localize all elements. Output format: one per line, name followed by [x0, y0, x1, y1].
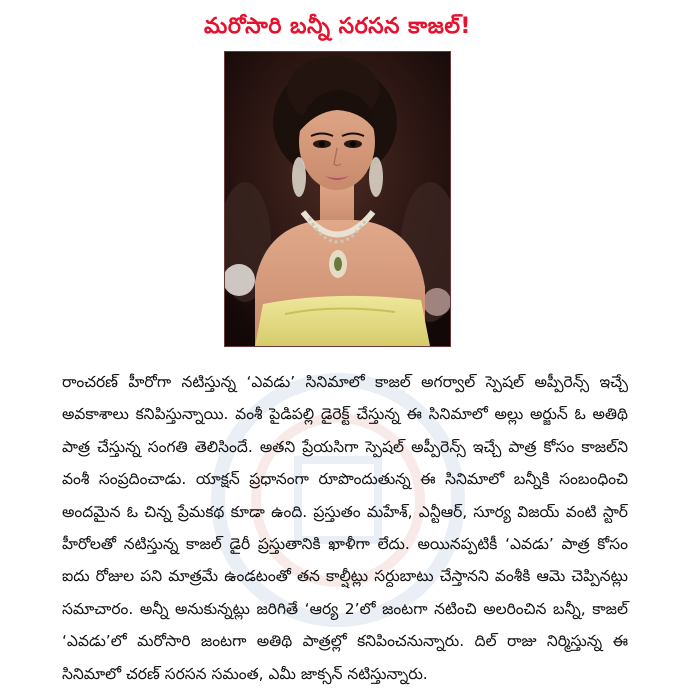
actress-portrait-illustration [225, 52, 450, 346]
article-headline: మరోసారి బన్నీ సరసన కాజల్! [204, 14, 471, 39]
article-body [62, 366, 628, 690]
article-paragraph: రాంచరణ్ హీరోగా నటిస్తున్న ‘ఎవడు’ సినిమాలో కాజల్ అగర్వాల్ స్పెషల్ అప్పీరెన్స్ ఇచ్చే అవకాశాలు కనిపిస్తున్నాయి. వంశీ పైడిపల్లి డైరెక్ట్ చేస్తున్న ఈ సినిమాలో అల్లు అర్జున్ ఓ అతిథి పాత్ర చేస్తున్న సంగతి తెలిసిందే. అతని ప్రేయసిగా స్పెషల్ అప్పీరెన్స్ ఇచ్చే పాత్ర కోసం కాజల్‌ని వంశీ సంప్రదించాడు. యాక్షన్ ప్రధానంగా రూపొందుతున్న ఈ సినిమాలో బన్నీకి సంబంధించి అందమైన ఓ చిన్న ప్రేమకథ కూడా ఉంది. ప్రస్తుతం మహేశ్, ఎన్టీఆర్, సూర్య విజయ్ వంటి స్టార్ హీరోలతో నటిస్తున్న కాజల్ డైరీ ప్రస్తుతానికి ఖాళీగా లేదు. అయినప్పటికీ ‘ఎవడు’ పాత్ర కోసం ఐదు రోజుల పని మాత్రమే ఉండటంతో తన కాల్షీట్లు సర్దుబాటు చేస్తానని వంశీకి ఆమె చెప్పినట్లు సమాచారం. అన్నీ అనుకున్నట్లు జరిగితే ‘ఆర్య 2’లో జంటగా నటించి అలరించిన బన్నీ, కాజల్ ‘ఎవడు’లో మరోసారి జంటగా అతిథి పాత్రల్లో కనిపించనున్నారు. దిల్ రాజు నిర్మిస్తున్న ఈ సినిమాలో చరణ్ సరసన సమంత, ఎమీ జాక్సన్ నటిస్తున్నారు. [62, 373, 628, 683]
article-photo [224, 51, 451, 347]
